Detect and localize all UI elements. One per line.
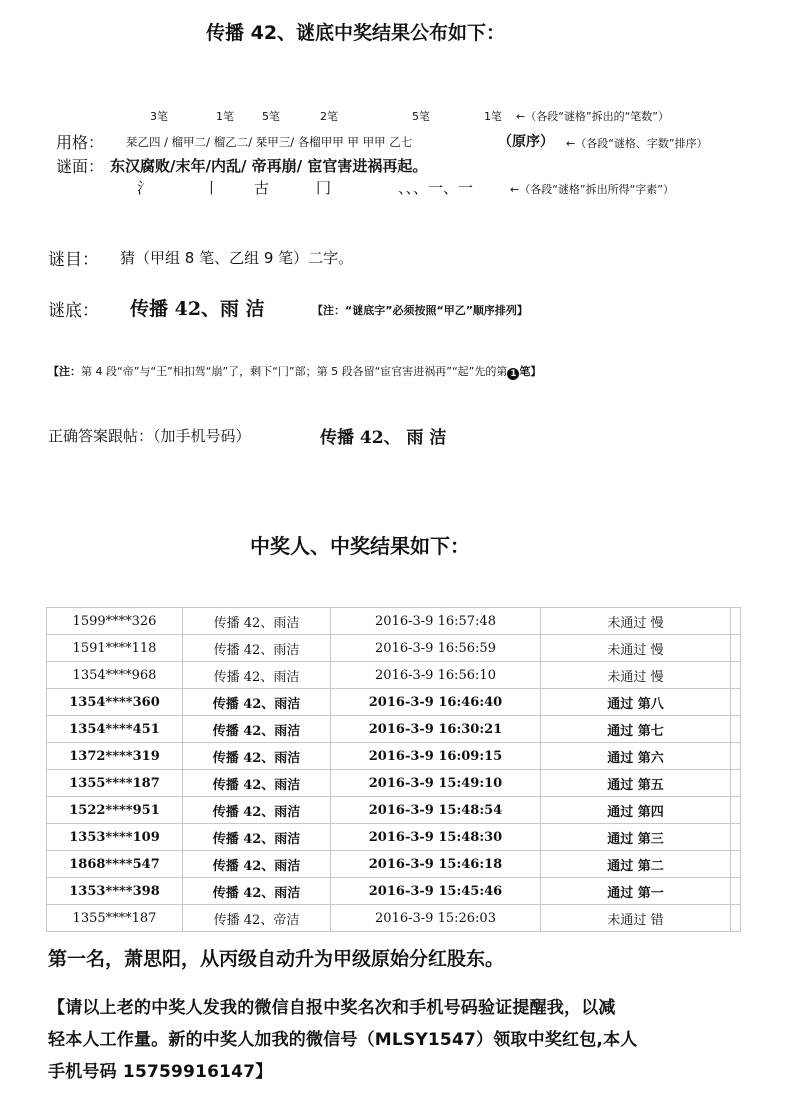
time-cell: 2016-3-9 15:26:03 [331, 905, 541, 932]
time-cell: 2016-3-9 16:09:15 [331, 743, 541, 770]
empty-cell [731, 608, 741, 635]
table-row [47, 878, 741, 905]
target-text: 猜（甲组 8 笔、乙组 9 笔）二字。 [120, 249, 354, 267]
time-cell: 2016-3-9 16:46:40 [331, 689, 541, 716]
footnote [48, 363, 541, 380]
closing-line-3: 手机号码 15759916147】 [48, 1062, 273, 1082]
format-order: （原序） [498, 134, 554, 150]
phone-cell: 1353****109 [47, 824, 183, 851]
result-cell: 通过 第二 [541, 851, 731, 878]
stroke-count-4: 2笔 [320, 110, 338, 123]
results-body [47, 608, 741, 932]
stroke-count-5: 5笔 [412, 110, 430, 123]
answer-note: 【注：“谜底字”必须按照“甲乙”顺序排列】 [312, 304, 528, 317]
riddle-text: 东汉腐败/末年/内乱/ 帝再崩/ 宦官害进祸再起。 [110, 157, 428, 175]
stroke-count-3: 5笔 [262, 110, 280, 123]
element-note: ←（各段“谜格”拆出所得“字素”） [510, 183, 675, 196]
result-cell: 通过 第六 [541, 743, 731, 770]
result-cell: 通过 第五 [541, 770, 731, 797]
empty-cell [731, 905, 741, 932]
element-3: 古 [254, 179, 270, 197]
result-cell: 未通过 慢 [541, 635, 731, 662]
table-row [47, 716, 741, 743]
table-row [47, 608, 741, 635]
first-place: 第一名，萧思阳，从丙级自动升为甲级原始分红股东。 [48, 948, 505, 970]
result-cell: 通过 第七 [541, 716, 731, 743]
element-1: 氵 [137, 179, 153, 197]
empty-cell [731, 878, 741, 905]
result-cell: 通过 第三 [541, 824, 731, 851]
answer-cell: 传播 42、雨洁 [183, 689, 331, 716]
footnote-suffix: 笔】 [519, 365, 542, 378]
time-cell: 2016-3-9 15:45:46 [331, 878, 541, 905]
stroke-count-note: ←（各段“谜格”拆出的“笔数”） [516, 110, 670, 123]
empty-cell [731, 743, 741, 770]
footnote-prefix: 【注： [48, 365, 81, 378]
format-text: 栞乙四 / 榴甲二/ 榴乙二/ 栞甲三/ 各榴甲甲 甲 甲甲 乙七 [126, 135, 413, 149]
answer-cell: 传播 42、帝洁 [183, 905, 331, 932]
element-4: 冂 [316, 179, 332, 197]
stroke-count-6: 1笔 [484, 110, 502, 123]
phone-cell: 1353****398 [47, 878, 183, 905]
table-row [47, 770, 741, 797]
stroke-count-2: 1笔 [216, 110, 234, 123]
phone-cell: 1591****118 [47, 635, 183, 662]
answer-text: 传播 42、雨 洁 [130, 298, 265, 320]
answer-cell: 传播 42、雨洁 [183, 608, 331, 635]
reply-answer: 传播 42、 雨 洁 [320, 428, 447, 448]
empty-cell [731, 851, 741, 878]
time-cell: 2016-3-9 16:56:10 [331, 662, 541, 689]
element-5: 、、、一、一 [398, 179, 474, 197]
time-cell: 2016-3-9 16:56:59 [331, 635, 541, 662]
time-cell: 2016-3-9 15:49:10 [331, 770, 541, 797]
closing-line-2: 轻本人工作量。新的中奖人加我的微信号（MLSY1547）领取中奖红包,本人 [48, 1030, 638, 1050]
result-cell: 未通过 慢 [541, 608, 731, 635]
answer-cell: 传播 42、雨洁 [183, 824, 331, 851]
time-cell: 2016-3-9 16:30:21 [331, 716, 541, 743]
answer-cell: 传播 42、雨洁 [183, 797, 331, 824]
empty-cell [731, 689, 741, 716]
phone-cell: 1354****360 [47, 689, 183, 716]
answer-cell: 传播 42、雨洁 [183, 662, 331, 689]
answer-cell: 传播 42、雨洁 [183, 770, 331, 797]
answer-cell: 传播 42、雨洁 [183, 851, 331, 878]
phone-cell: 1599****326 [47, 608, 183, 635]
time-cell: 2016-3-9 16:57:48 [331, 608, 541, 635]
closing-line-1: 【请以上老的中奖人发我的微信自报中奖名次和手机号码验证提醒我，以减 [48, 998, 616, 1018]
phone-cell: 1355****187 [47, 905, 183, 932]
circled-number: 1 [507, 368, 519, 380]
time-cell: 2016-3-9 15:48:30 [331, 824, 541, 851]
table-row [47, 635, 741, 662]
winners-heading: 中奖人、中奖结果如下： [250, 534, 470, 558]
result-cell: 未通过 慢 [541, 662, 731, 689]
result-cell: 未通过 错 [541, 905, 731, 932]
answer-cell: 传播 42、雨洁 [183, 743, 331, 770]
time-cell: 2016-3-9 15:46:18 [331, 851, 541, 878]
table-row [47, 851, 741, 878]
phone-cell: 1354****968 [47, 662, 183, 689]
phone-cell: 1354****451 [47, 716, 183, 743]
empty-cell [731, 797, 741, 824]
reply-label: 正确答案跟帖：（加手机号码） [48, 427, 251, 445]
footnote-text: 第 4 段“帝”与“王”相扣驾“崩”了，剩下“冂”部；第 5 段各留“宦官害进祸再”“起”先的第 [81, 365, 508, 378]
table-row [47, 905, 741, 932]
empty-cell [731, 824, 741, 851]
answer-cell: 传播 42、雨洁 [183, 716, 331, 743]
results-table [46, 607, 741, 932]
table-row [47, 743, 741, 770]
stroke-count-1: 3笔 [150, 110, 168, 123]
element-2: 丨 [204, 179, 220, 197]
answer-cell: 传播 42、雨洁 [183, 635, 331, 662]
riddle-label: 谜面： [56, 157, 105, 176]
answer-label: 谜底： [48, 301, 99, 321]
target-label: 谜目： [48, 250, 99, 270]
table-row [47, 662, 741, 689]
result-cell: 通过 第八 [541, 689, 731, 716]
empty-cell [731, 770, 741, 797]
page-title: 传播 42、谜底中奖结果公布如下： [206, 22, 506, 44]
answer-cell: 传播 42、雨洁 [183, 878, 331, 905]
empty-cell [731, 635, 741, 662]
empty-cell [731, 716, 741, 743]
format-note: ←（各段“谜格、字数”排序） [566, 137, 708, 150]
format-label: 用格： [56, 133, 105, 152]
table-row [47, 824, 741, 851]
result-cell: 通过 第四 [541, 797, 731, 824]
phone-cell: 1355****187 [47, 770, 183, 797]
time-cell: 2016-3-9 15:48:54 [331, 797, 541, 824]
table-row [47, 689, 741, 716]
table-row [47, 797, 741, 824]
phone-cell: 1372****319 [47, 743, 183, 770]
phone-cell: 1522****951 [47, 797, 183, 824]
phone-cell: 1868****547 [47, 851, 183, 878]
empty-cell [731, 662, 741, 689]
result-cell: 通过 第一 [541, 878, 731, 905]
